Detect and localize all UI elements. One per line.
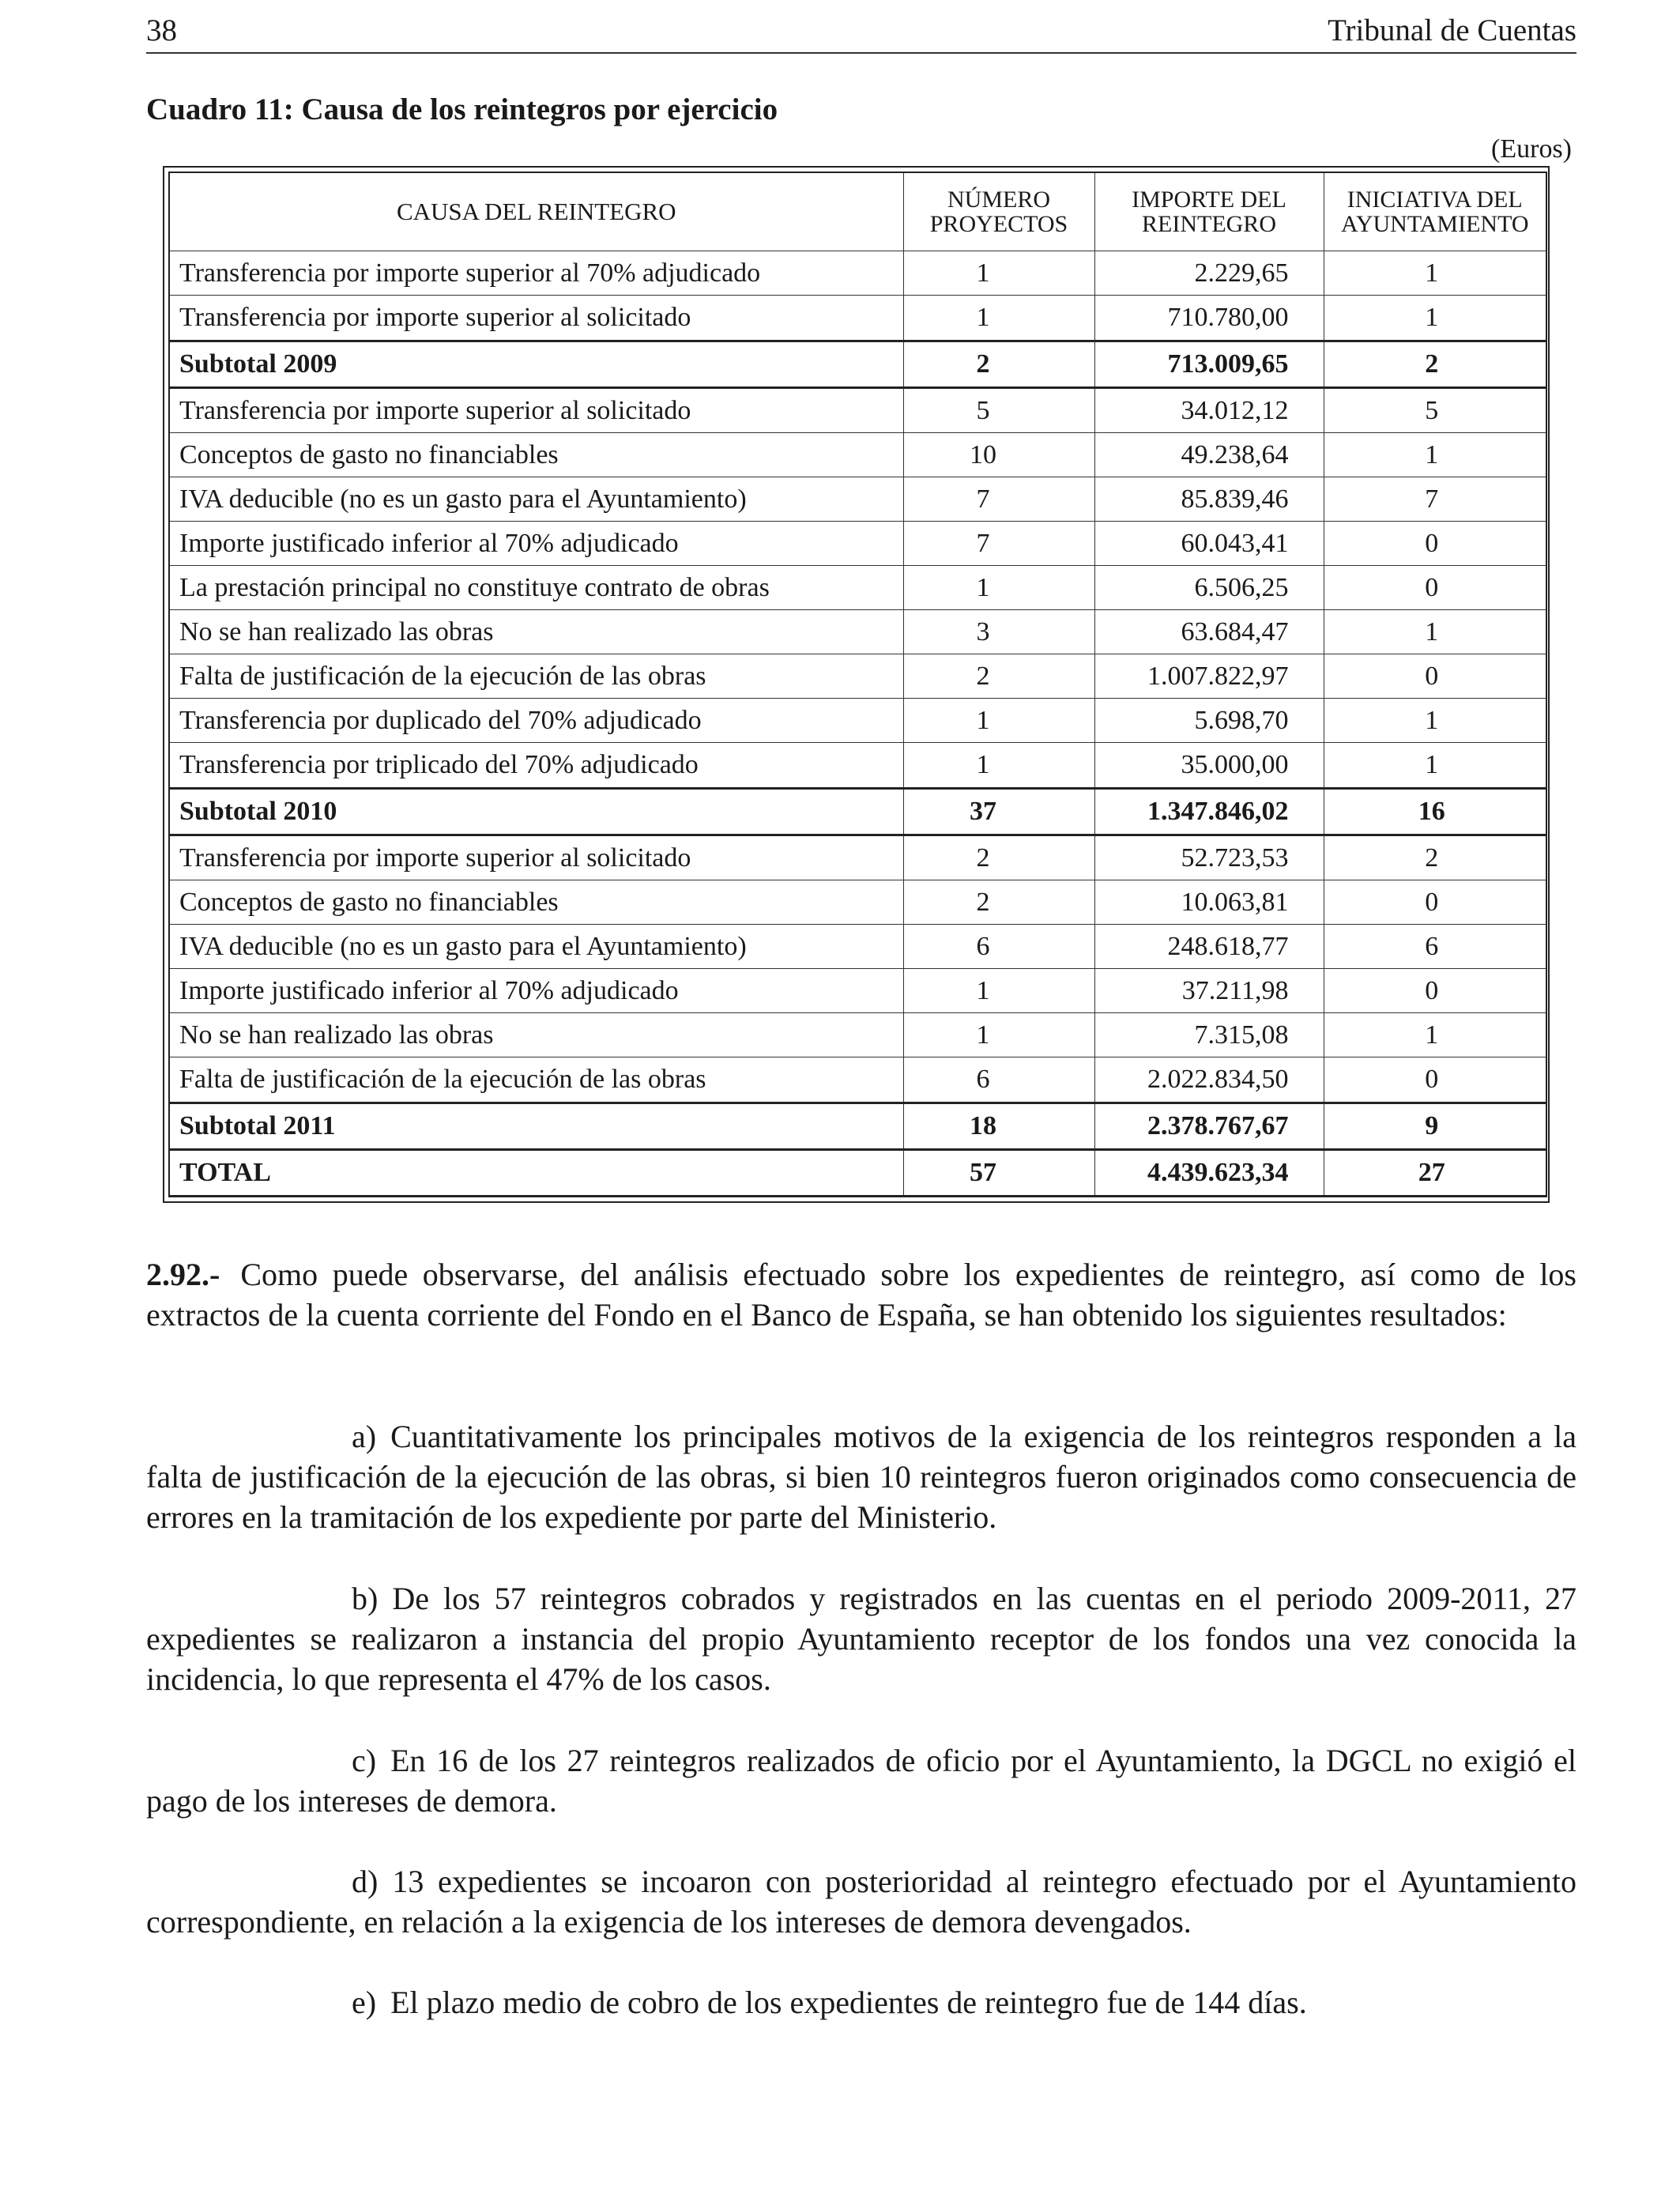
header-amount-line2: REINTEGRO: [1142, 211, 1276, 237]
table-row: [169, 835, 1546, 880]
header-cause: CAUSA DEL REINTEGRO: [169, 172, 903, 251]
amount-cell: 35.000,00: [1094, 743, 1324, 789]
table-header-row: [169, 172, 1546, 251]
paragraph-number: 2.92.-: [146, 1257, 220, 1292]
item-b-marker: b): [352, 1581, 379, 1616]
initiative-cell: 2: [1324, 341, 1546, 387]
cause-cell: Falta de justificación de la ejecución de las obras: [169, 1057, 903, 1103]
item-d-marker: d): [352, 1864, 379, 1899]
amount-cell: 60.043,41: [1094, 522, 1324, 566]
table-row: [169, 743, 1546, 789]
num-cell: 37: [903, 788, 1094, 835]
amount-cell: 710.780,00: [1094, 296, 1324, 341]
table-row: [169, 387, 1546, 433]
subtotal-row: [169, 1103, 1546, 1149]
num-cell: 2: [903, 341, 1094, 387]
item-d-text: 13 expedientes se incoaron con posterioridad al reintegro efectuado por el Ayuntamiento correspondiente, en relación a la exigencia de los intereses de demora devengados.: [146, 1864, 1576, 1940]
amount-cell: 5.698,70: [1094, 699, 1324, 743]
initiative-cell: 0: [1324, 880, 1546, 925]
num-cell: 18: [903, 1103, 1094, 1149]
publisher-name: Tribunal de Cuentas: [1328, 13, 1576, 47]
num-cell: 5: [903, 387, 1094, 433]
amount-cell: 37.211,98: [1094, 969, 1324, 1013]
initiative-cell: 1: [1324, 743, 1546, 789]
item-b-text: De los 57 reintegros cobrados y registrados en las cuentas en el periodo 2009-2011, 27 expedientes se realizaron a instancia del propio Ayuntamiento receptor de los fondos una vez conocida la incidencia, lo que representa el 47% de los casos.: [146, 1581, 1576, 1697]
cause-cell: Conceptos de gasto no financiables: [169, 433, 903, 477]
table-body: [169, 251, 1546, 1197]
cause-cell: IVA deducible (no es un gasto para el Ayuntamiento): [169, 925, 903, 969]
initiative-cell: 1: [1324, 251, 1546, 296]
paragraph-2-92: [146, 1254, 1576, 1335]
item-e-text: El plazo medio de cobro de los expedientes de reintegro fue de 144 días.: [390, 1985, 1307, 2020]
item-a: [146, 1416, 1576, 1537]
num-cell: 2: [903, 654, 1094, 699]
initiative-cell: 27: [1324, 1149, 1546, 1196]
item-c: [146, 1740, 1576, 1821]
initiative-cell: 16: [1324, 788, 1546, 835]
table-row: [169, 880, 1546, 925]
initiative-cell: 1: [1324, 296, 1546, 341]
amount-cell: 6.506,25: [1094, 566, 1324, 610]
cause-cell: TOTAL: [169, 1149, 903, 1196]
num-cell: 1: [903, 699, 1094, 743]
initiative-cell: 5: [1324, 387, 1546, 433]
cause-cell: Subtotal 2010: [169, 788, 903, 835]
amount-cell: 34.012,12: [1094, 387, 1324, 433]
item-e: [146, 1982, 1576, 2022]
num-cell: 1: [903, 969, 1094, 1013]
page-header: [146, 11, 1576, 54]
cause-cell: Transferencia por importe superior al solicitado: [169, 835, 903, 880]
header-amount: [1094, 172, 1324, 251]
table-row: [169, 699, 1546, 743]
num-cell: 1: [903, 743, 1094, 789]
table-row: [169, 296, 1546, 341]
num-cell: 2: [903, 835, 1094, 880]
amount-cell: 2.022.834,50: [1094, 1057, 1324, 1103]
cause-cell: La prestación principal no constituye contrato de obras: [169, 566, 903, 610]
header-amount-line1: IMPORTE DEL: [1132, 186, 1286, 213]
item-a-marker: a): [352, 1419, 377, 1454]
item-c-marker: c): [352, 1743, 377, 1778]
header-num: [903, 172, 1094, 251]
initiative-cell: 1: [1324, 699, 1546, 743]
amount-cell: 713.009,65: [1094, 341, 1324, 387]
initiative-cell: 1: [1324, 610, 1546, 654]
initiative-cell: 0: [1324, 969, 1546, 1013]
amount-cell: 2.229,65: [1094, 251, 1324, 296]
cause-cell: No se han realizado las obras: [169, 1013, 903, 1057]
initiative-cell: 0: [1324, 522, 1546, 566]
header-initiative-line2: AYUNTAMIENTO: [1340, 211, 1529, 237]
table-row: [169, 433, 1546, 477]
table-row: [169, 925, 1546, 969]
num-cell: 57: [903, 1149, 1094, 1196]
table-row: [169, 610, 1546, 654]
amount-cell: 2.378.767,67: [1094, 1103, 1324, 1149]
amount-cell: 4.439.623,34: [1094, 1149, 1324, 1196]
initiative-cell: 0: [1324, 566, 1546, 610]
num-cell: 6: [903, 1057, 1094, 1103]
cause-cell: Subtotal 2011: [169, 1103, 903, 1149]
num-cell: 1: [903, 566, 1094, 610]
item-b: [146, 1578, 1576, 1699]
item-d: [146, 1861, 1576, 1942]
cause-cell: Importe justificado inferior al 70% adjudicado: [169, 969, 903, 1013]
item-a-text: Cuantitativamente los principales motivos de la exigencia de los reintegros responden a la falta de justificación de la ejecución de las obras, si bien 10 reintegros fueron originados como consecuencia de errores en la tramitación de los expediente por parte del Ministerio.: [146, 1419, 1576, 1535]
amount-cell: 1.007.822,97: [1094, 654, 1324, 699]
initiative-cell: 1: [1324, 433, 1546, 477]
units-label: (Euros): [1491, 134, 1572, 164]
initiative-cell: 9: [1324, 1103, 1546, 1149]
table-row: [169, 522, 1546, 566]
num-cell: 7: [903, 477, 1094, 522]
num-cell: 1: [903, 296, 1094, 341]
amount-cell: 85.839,46: [1094, 477, 1324, 522]
cause-cell: Transferencia por importe superior al 70% adjudicado: [169, 251, 903, 296]
item-c-text: En 16 de los 27 reintegros realizados de oficio por el Ayuntamiento, la DGCL no exigió el pago de los intereses de demora.: [146, 1743, 1576, 1819]
header-num-line2: PROYECTOS: [929, 211, 1068, 237]
table-row: [169, 1013, 1546, 1057]
subtotal-row: [169, 1149, 1546, 1196]
cause-cell: No se han realizado las obras: [169, 610, 903, 654]
num-cell: 2: [903, 880, 1094, 925]
initiative-cell: 2: [1324, 835, 1546, 880]
header-initiative-line1: INICIATIVA DEL: [1347, 186, 1523, 213]
table-row: [169, 566, 1546, 610]
num-cell: 6: [903, 925, 1094, 969]
header-initiative: [1324, 172, 1546, 251]
num-cell: 1: [903, 1013, 1094, 1057]
cause-cell: Importe justificado inferior al 70% adjudicado: [169, 522, 903, 566]
subtotal-row: [169, 341, 1546, 387]
paragraph-2-92-text: Como puede observarse, del análisis efectuado sobre los expedientes de reintegro, así como de los extractos de la cuenta corriente del Fondo en el Banco de España, se han obtenido los siguientes resultados:: [146, 1257, 1576, 1333]
cause-cell: Transferencia por importe superior al solicitado: [169, 296, 903, 341]
amount-cell: 49.238,64: [1094, 433, 1324, 477]
table-row: [169, 1057, 1546, 1103]
num-cell: 1: [903, 251, 1094, 296]
page-number: 38: [146, 13, 177, 47]
item-e-marker: e): [352, 1985, 377, 2020]
cause-cell: Transferencia por triplicado del 70% adjudicado: [169, 743, 903, 789]
num-cell: 7: [903, 522, 1094, 566]
num-cell: 3: [903, 610, 1094, 654]
amount-cell: 7.315,08: [1094, 1013, 1324, 1057]
initiative-cell: 1: [1324, 1013, 1546, 1057]
amount-cell: 10.063,81: [1094, 880, 1324, 925]
reintegros-table: [168, 172, 1547, 1197]
table-row: [169, 477, 1546, 522]
initiative-cell: 0: [1324, 1057, 1546, 1103]
amount-cell: 63.684,47: [1094, 610, 1324, 654]
table-title: Cuadro 11: Causa de los reintegros por ejercicio: [146, 92, 778, 126]
cause-cell: Conceptos de gasto no financiables: [169, 880, 903, 925]
header-num-line1: NÚMERO: [947, 186, 1050, 213]
cause-cell: Transferencia por importe superior al solicitado: [169, 387, 903, 433]
amount-cell: 248.618,77: [1094, 925, 1324, 969]
cause-cell: Subtotal 2009: [169, 341, 903, 387]
table-frame: [163, 166, 1550, 1203]
cause-cell: IVA deducible (no es un gasto para el Ayuntamiento): [169, 477, 903, 522]
cause-cell: Transferencia por duplicado del 70% adjudicado: [169, 699, 903, 743]
cause-cell: Falta de justificación de la ejecución de las obras: [169, 654, 903, 699]
amount-cell: 52.723,53: [1094, 835, 1324, 880]
initiative-cell: 6: [1324, 925, 1546, 969]
table-row: [169, 654, 1546, 699]
amount-cell: 1.347.846,02: [1094, 788, 1324, 835]
subtotal-row: [169, 788, 1546, 835]
table-row: [169, 969, 1546, 1013]
table-row: [169, 251, 1546, 296]
initiative-cell: 0: [1324, 654, 1546, 699]
num-cell: 10: [903, 433, 1094, 477]
initiative-cell: 7: [1324, 477, 1546, 522]
